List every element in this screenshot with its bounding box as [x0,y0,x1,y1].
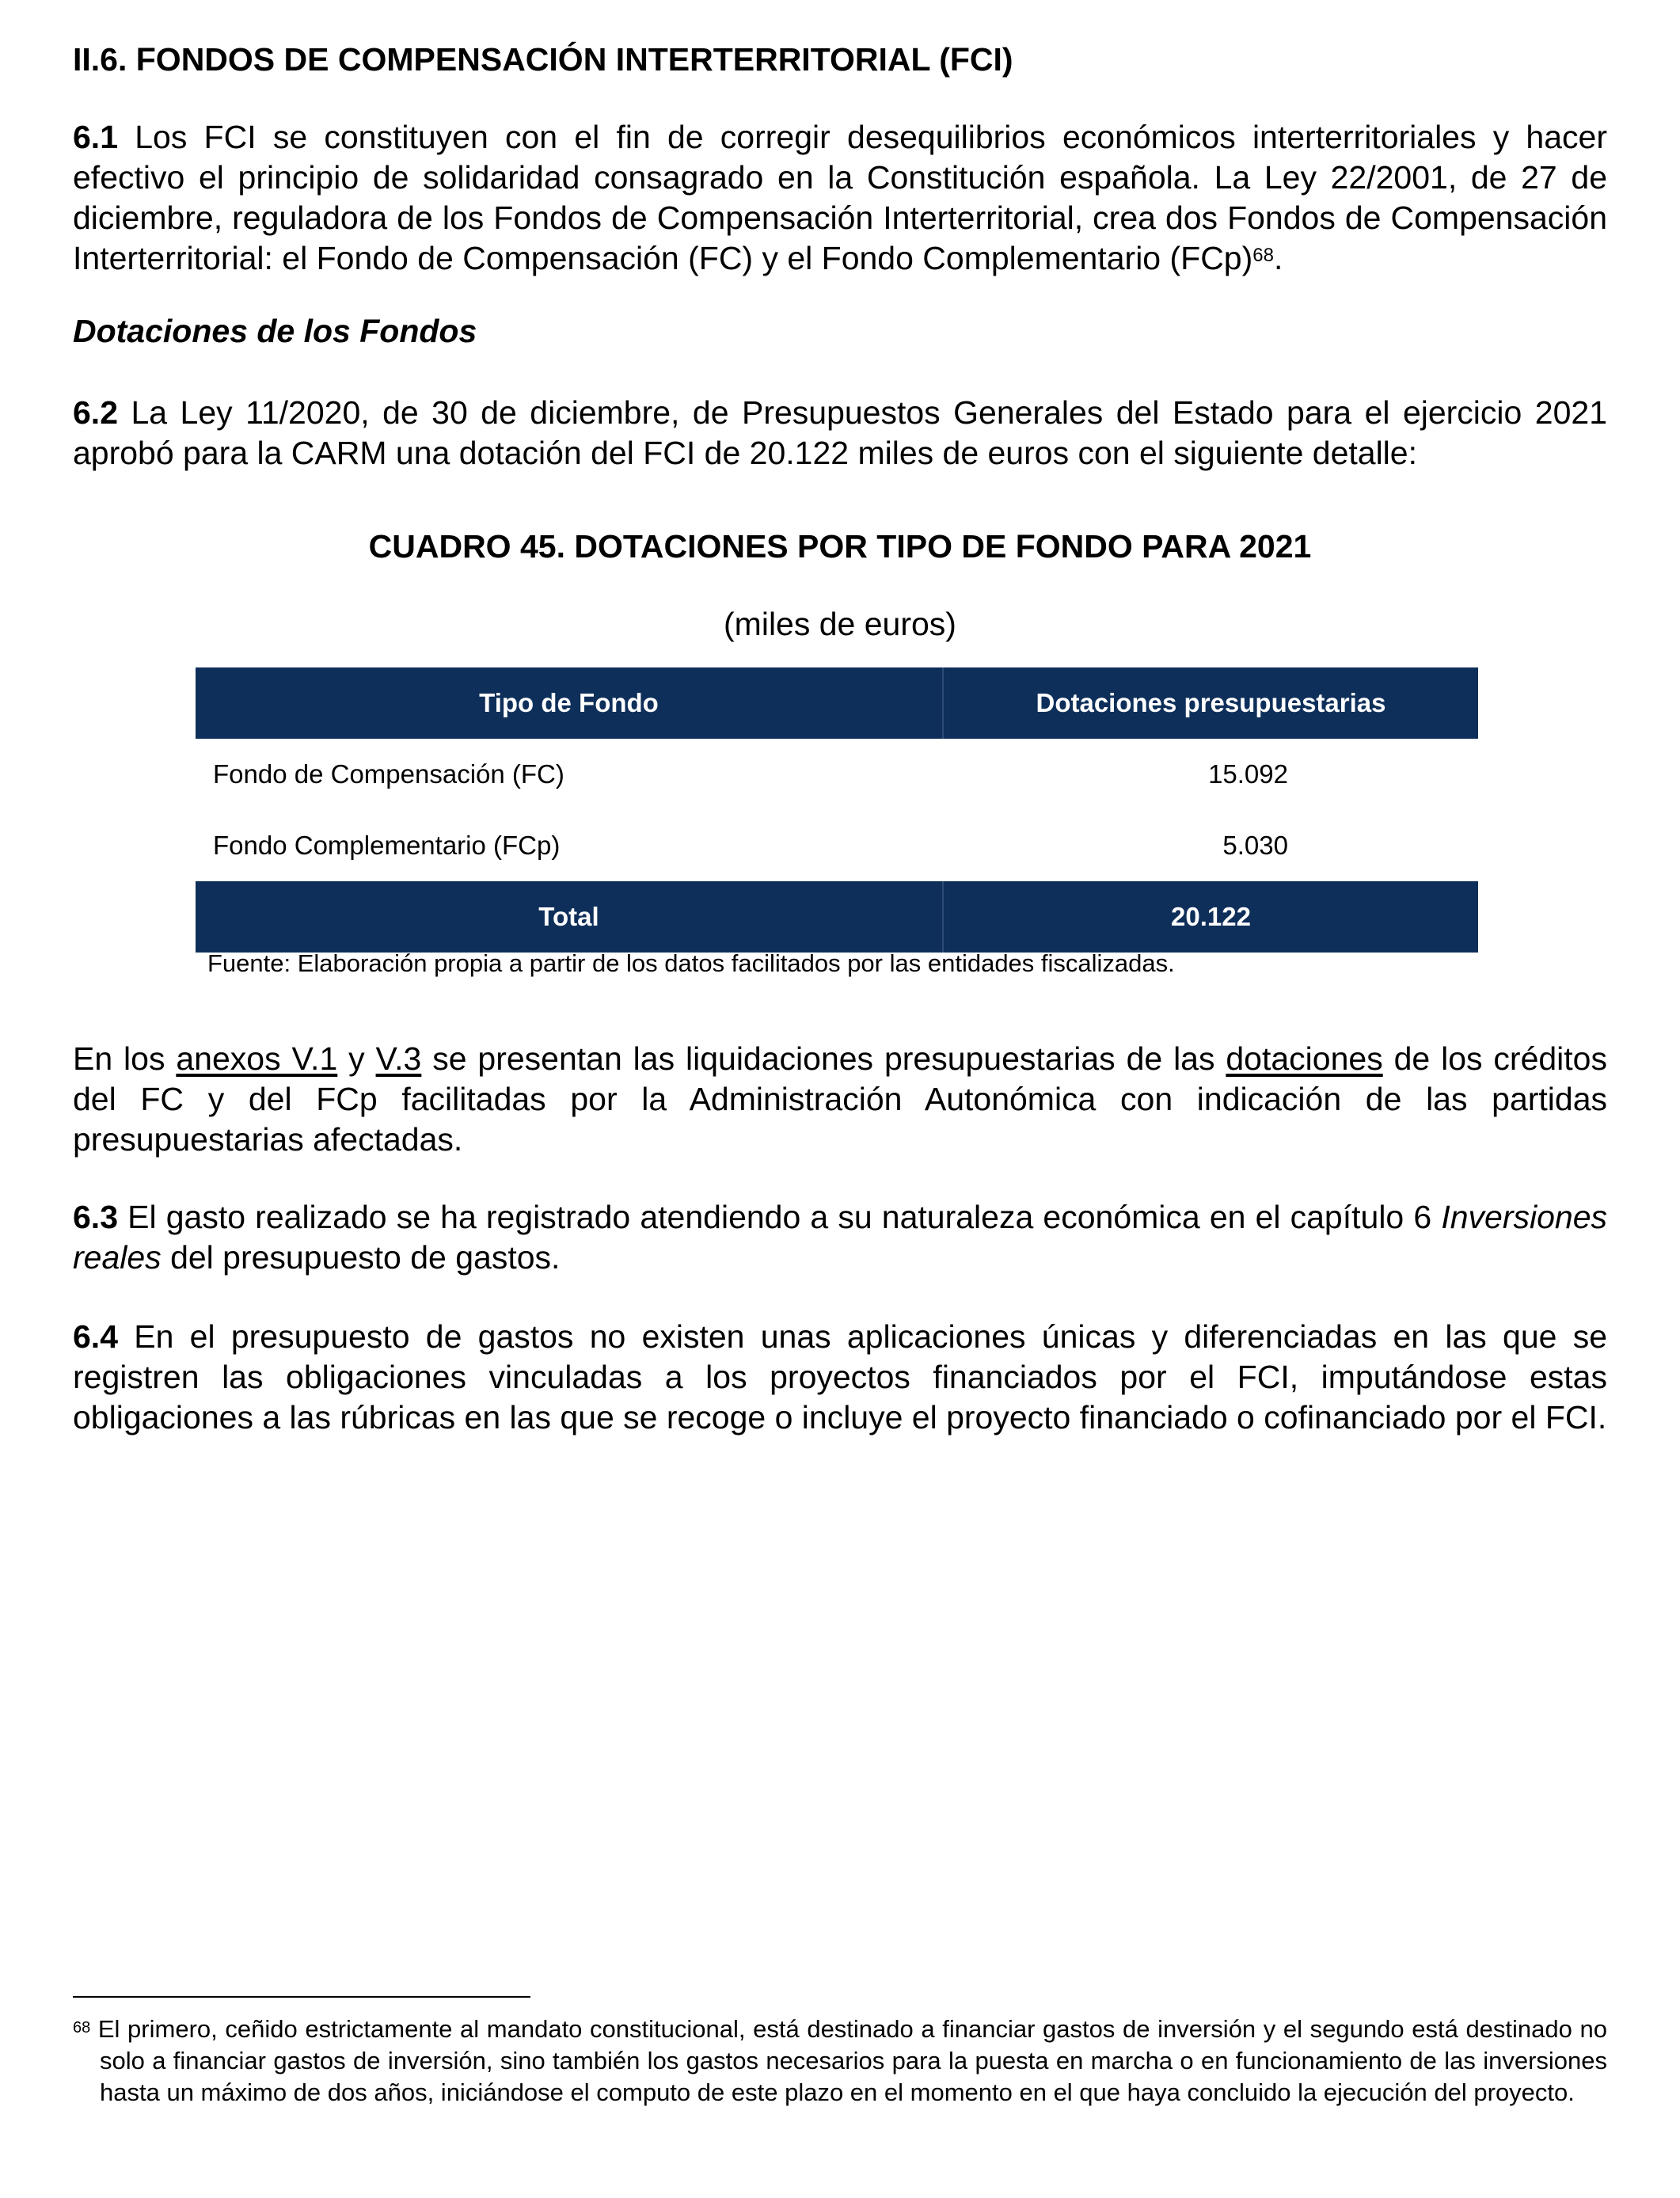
footnote-reference[interactable]: 68 [1252,245,1274,266]
paragraph-text: La Ley 11/2020, de 30 de diciembre, de Presupuestos Generales del Estado para el ejercicio 2021 aprobó para la CARM una dotación del FCI de 20.122 miles de euros con el siguiente detalle: [73,394,1607,471]
paragraph-6-2 [73,393,1607,473]
text-span: de los créditos del FC y del FCp facilitadas por la Administración Autonómica con indicación de las partidas presupuestarias afectadas. [73,1040,1607,1158]
text-span: se presentan las liquidaciones presupuestarias de las [421,1040,1226,1077]
link-anexo-v3[interactable]: V.3 [375,1040,422,1077]
cell-dotacion: 15.092 [1208,759,1288,789]
paragraph-6-3 [73,1197,1607,1278]
paragraph-6-4 [73,1317,1607,1438]
paragraph-text: Los FCI se constituyen con el fin de corregir desequilibrios económicos interterritoriales y hacer efectivo el principio de solidaridad consagrado en la Constitución española. La Ley 22/2001, de 27 de diciembre, reguladora de los Fondos de Compensación Interterritorial, crea dos Fondos de Compensación Interterritorial: el Fondo de Compensación (FC) y el Fondo Complementario (FCp) [73,119,1607,276]
paragraph-number: 6.1 [73,119,118,155]
paragraph-anexos [73,1039,1607,1160]
paragraph-text: En el presupuesto de gastos no existen unas aplicaciones únicas y diferenciadas en las que se registren las obligaciones vinculadas a los proyectos financiados por el FCI, imputándose estas obligaciones a las rúbricas en las que se recoge o incluye el proyecto financiado o cofinanciado por el FCI. [73,1318,1607,1436]
table-units: (miles de euros) [724,606,956,642]
link-dotaciones[interactable]: dotaciones [1226,1040,1383,1077]
table-title: CUADRO 45. DOTACIONES POR TIPO DE FONDO PARA 2021 [368,528,1312,565]
cell-fondo: Fondo de Compensación (FC) [213,759,564,789]
paragraph-number: 6.4 [73,1318,118,1355]
cell-fondo: Fondo Complementario (FCp) [213,831,561,860]
footnote-number: 68 [73,2019,91,2036]
total-value: 20.122 [1171,902,1251,931]
total-label: Total [196,881,944,953]
paragraph-end: . [1273,240,1283,276]
column-header-dotaciones: Dotaciones presupuestarias [1036,688,1386,717]
subheading: Dotaciones de los Fondos [73,313,477,349]
section-heading: II.6. FONDOS DE COMPENSACIÓN INTERTERRITORIAL (FCI) [73,41,1013,78]
table-total-row [196,881,1478,953]
footnote-text: El primero, ceñido estrictamente al mandato constitucional, está destinado a financiar gastos de inversión y el segundo está destinado no solo a financiar gastos de inversión, sino también los gastos necesarios para la puesta en marcha o en funcionamiento de las inversiones hasta un máximo de dos años, iniciándose el computo de este plazo en el momento en el que haya concluido la ejecución del proyecto. [90,2015,1607,2106]
table-header-row [196,667,1478,739]
italic-term: Inversiones reales [73,1199,1607,1276]
paragraph-text: El gasto realizado se ha registrado atendiendo a su naturaleza económica en el capítulo 6 [118,1199,1442,1235]
paragraph-number: 6.3 [73,1199,118,1235]
dotaciones-table [196,667,1478,953]
table-row [196,810,1478,881]
table-row [196,739,1478,810]
link-anexo-v1[interactable]: anexos V.1 [176,1040,338,1077]
paragraph-end: del presupuesto de gastos. [161,1239,561,1276]
paragraph-number: 6.2 [73,394,118,431]
table-source: Fuente: Elaboración propia a partir de los datos facilitados por las entidades fiscalizadas. [207,949,1175,977]
paragraph-6-1 [73,117,1607,279]
cell-dotacion: 5.030 [1222,831,1288,860]
column-header-tipo: Tipo de Fondo [196,667,944,739]
text-span: En los [73,1040,177,1077]
footnote-divider [73,1996,530,1998]
text-span: y [337,1040,376,1077]
footnote-68 [73,2014,1607,2109]
